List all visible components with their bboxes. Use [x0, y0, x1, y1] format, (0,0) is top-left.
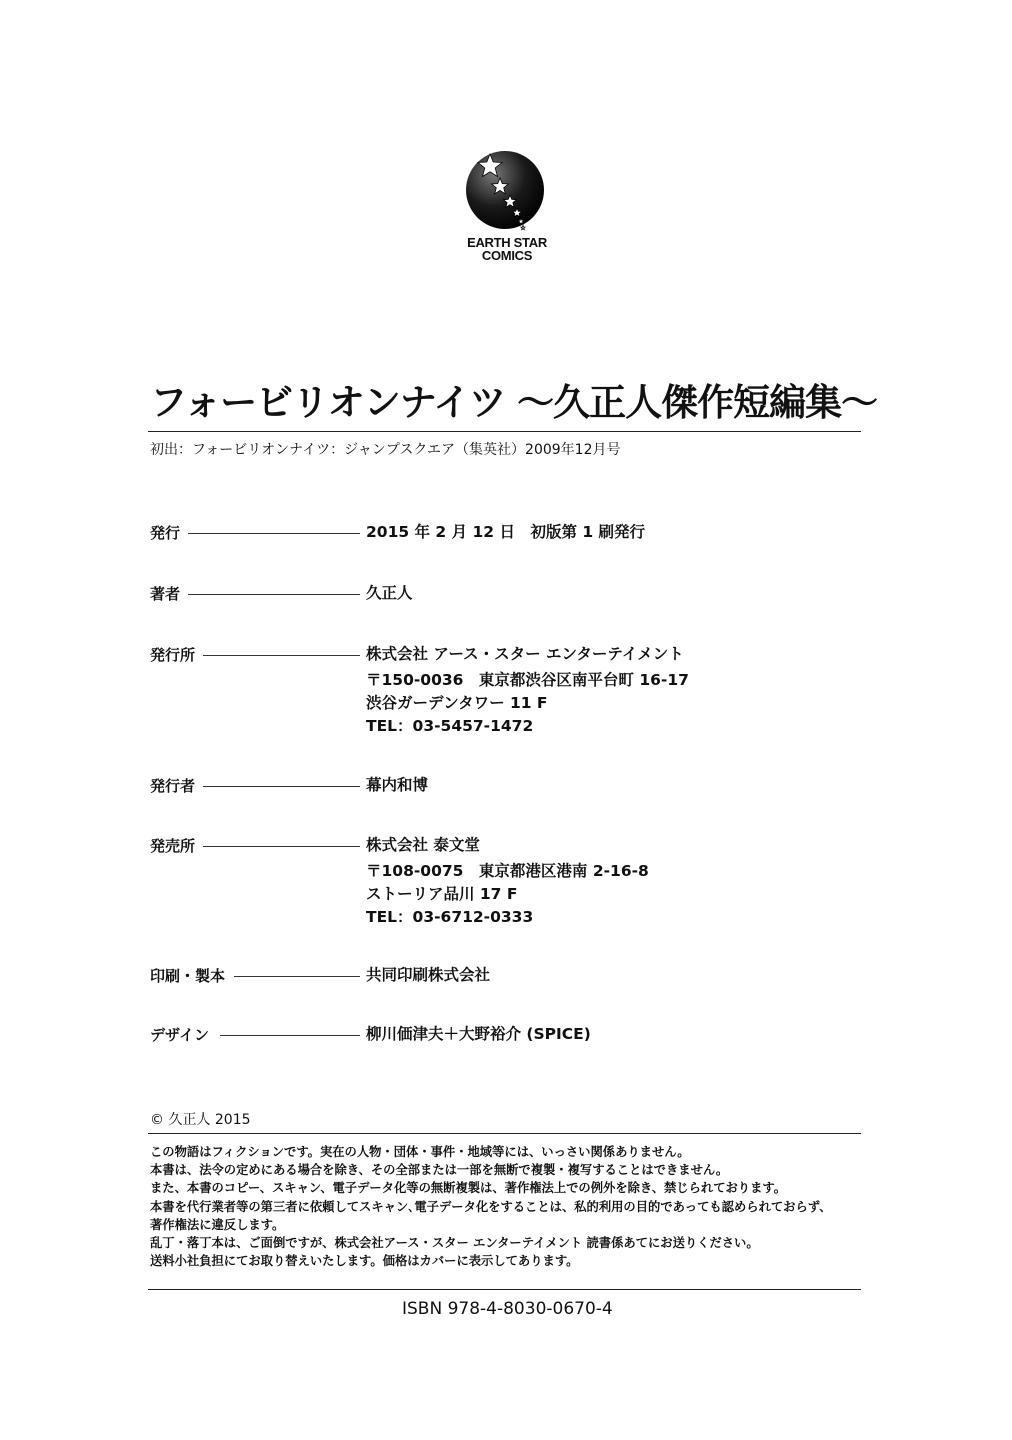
leader-line: [234, 976, 360, 977]
leader-line: [203, 655, 360, 656]
distributor-name: 株式会社 泰文堂: [366, 836, 480, 854]
leader-line: [203, 786, 360, 787]
copyright: © 久正人 2015: [150, 1112, 251, 1128]
leader-line: [188, 533, 360, 534]
distributor-building: ストーリア品川 17 F: [366, 885, 518, 903]
title-divider: [148, 431, 861, 432]
row-label: 発行: [150, 524, 181, 542]
logo-line-2: COMICS: [481, 248, 533, 263]
row-label: 発売所: [150, 837, 196, 855]
notice-line: 乱丁・落丁本は、ご面倒ですが、株式会社アース・スター エンターテイメント 読書係あてにお送りください。: [150, 1236, 759, 1251]
leader-line: [188, 594, 360, 595]
author: 久正人: [366, 584, 413, 602]
logo-line-1: EARTH STAR: [467, 235, 547, 250]
row-label: 発行者: [150, 777, 196, 795]
distributor-address: 〒108-0075 東京都港区港南 2-16-8: [366, 862, 649, 880]
row-label: 著者: [150, 585, 181, 603]
publisher-name: 株式会社 アース・スター エンターテイメント: [366, 645, 684, 663]
notice-line: 送料小社負担にてお取り替えいたします。価格はカバーに表示してあります。: [150, 1254, 579, 1269]
publisher-building: 渋谷ガーデンタワー 11 F: [366, 694, 548, 712]
issuer: 幕内和博: [366, 776, 429, 794]
distributor-tel: TEL：03-6712-0333: [366, 908, 534, 926]
isbn: ISBN 978-4-8030-0670-4: [402, 1299, 613, 1319]
row-label: 印刷・製本: [150, 967, 226, 985]
notice-line: また、本書のコピー、スキャン、電子データ化等の無断複製は、著作権法上での例外を除き、禁じられております。: [150, 1181, 786, 1196]
row-label: 発行所: [150, 646, 196, 664]
publisher-address: 〒150-0036 東京都渋谷区南平台町 16-17: [366, 671, 689, 689]
row-label: デザイン: [150, 1026, 209, 1044]
first-publication: 初出：フォービリオンナイツ：ジャンプスクエア（集英社）2009年12月号: [150, 442, 621, 458]
printer: 共同印刷株式会社: [366, 966, 491, 984]
leader-line: [203, 846, 360, 847]
leader-line: [220, 1035, 360, 1036]
notice-line: 本書は、法令の定めにある場合を除き、その全部または一部を無断で複製・複写することはできません。: [150, 1163, 729, 1178]
notice-line: 著作権法に違反します。: [150, 1217, 285, 1232]
notice-line: 本書を代行業者等の第三者に依頼してスキャン､電子データ化をすることは、私的利用の目的であっても認められておらず、: [150, 1199, 832, 1214]
publisher-tel: TEL：03-5457-1472: [366, 717, 534, 735]
issue-date: 2015 年 2 月 12 日 初版第 1 刷発行: [366, 523, 646, 541]
copyright-divider: [148, 1133, 861, 1134]
isbn-divider: [148, 1289, 861, 1290]
legal-notices: [150, 1143, 866, 1270]
designer: 柳川価津夫＋大野裕介 (SPICE): [366, 1025, 591, 1043]
notice-line: この物語はフィクションです。実在の人物・団体・事件・地域等には、いっさい関係ありません。: [150, 1145, 690, 1159]
globe-with-stars-icon: [462, 148, 552, 238]
book-title: フォービリオンナイツ ～久正人傑作短編集～: [150, 381, 878, 424]
